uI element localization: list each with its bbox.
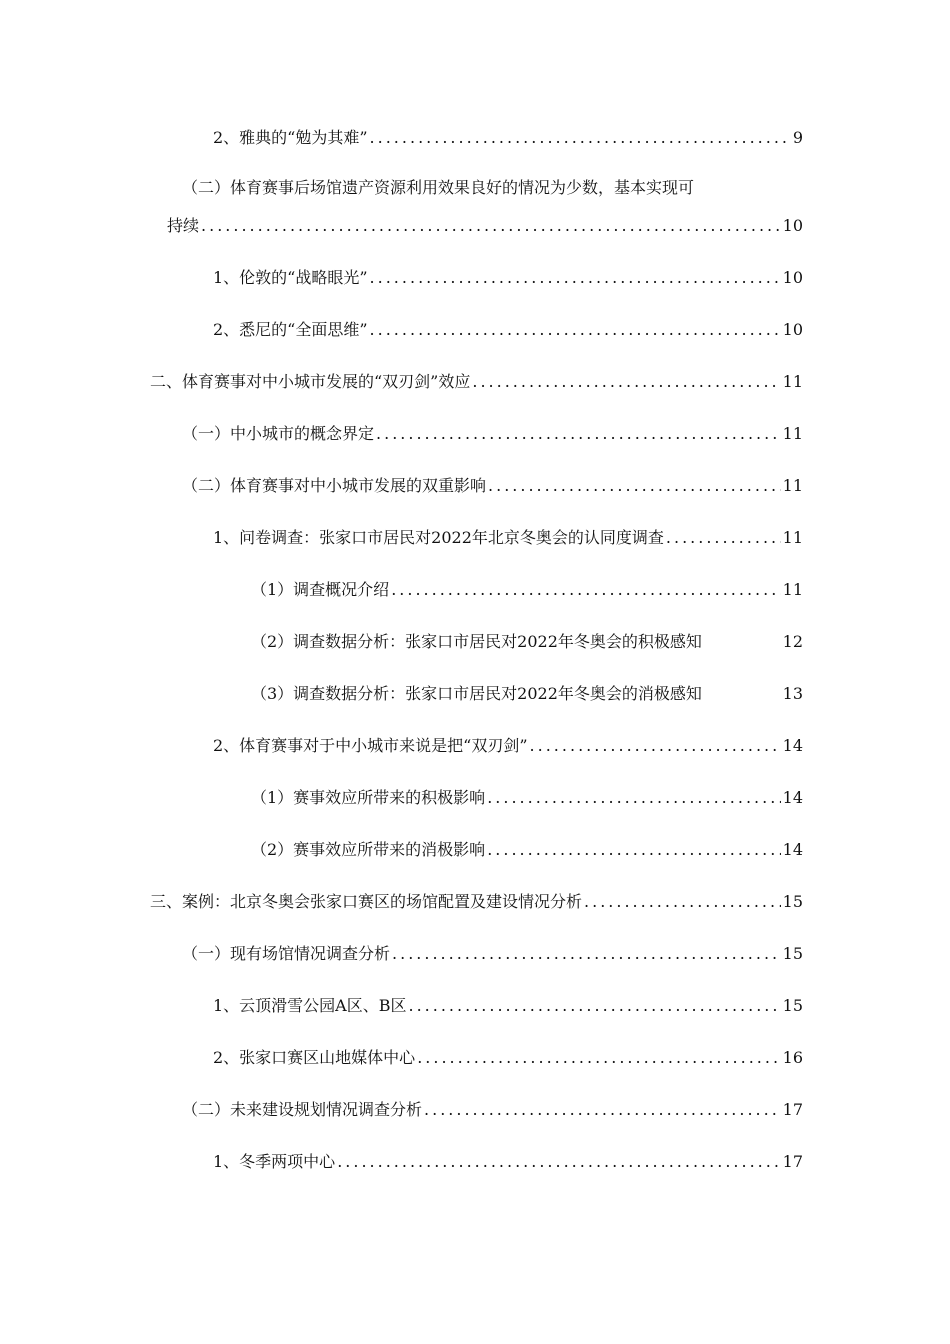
toc-entry-page: 13: [782, 684, 803, 703]
toc-entry[interactable]: [213, 319, 803, 341]
toc-entry[interactable]: [251, 631, 803, 653]
toc-line: [150, 371, 803, 393]
toc-line: [213, 735, 803, 757]
toc-line: [182, 423, 803, 445]
toc-entry[interactable]: [251, 683, 803, 705]
toc-entry-title: （一）中小城市的概念界定: [182, 424, 375, 443]
toc-entry[interactable]: [150, 371, 803, 393]
toc-entry-page: 10: [782, 216, 803, 235]
toc-dot-leader: [424, 1099, 781, 1121]
toc-dot-leader: [487, 787, 780, 809]
toc-entry-title: 1、云顶滑雪公园A区、B区: [213, 996, 407, 1015]
toc-dot-leader: [376, 423, 781, 445]
toc-line: [251, 683, 803, 705]
toc-entry[interactable]: [182, 943, 803, 965]
toc-entry-page: 11: [782, 476, 803, 495]
toc-entry-page: 17: [782, 1152, 803, 1171]
toc-entry-page: 11: [782, 528, 803, 547]
toc-entry-title: （二）体育赛事后场馆遗产资源利用效果良好的情况为少数，基本实现可: [182, 178, 695, 197]
toc-entry-page: 14: [782, 840, 803, 859]
toc-line: [251, 839, 803, 861]
toc-line: [182, 475, 803, 497]
toc-entry-page: 10: [782, 320, 803, 339]
toc-entry-page: 11: [782, 372, 803, 391]
toc-entry-title: 1、冬季两项中心: [213, 1152, 336, 1171]
toc-entry-page: 15: [782, 944, 803, 963]
toc-entry-page: 9: [792, 128, 803, 147]
toc-line: [182, 943, 803, 965]
toc-dot-leader: [530, 735, 781, 757]
toc-line: [213, 1047, 803, 1069]
toc-dot-leader: [666, 527, 781, 549]
toc-entry[interactable]: [150, 891, 803, 913]
toc-dot-leader: [584, 891, 781, 913]
toc-line: [213, 267, 803, 289]
toc-entry-page: 16: [782, 1048, 803, 1067]
toc-entry-title: 二、体育赛事对中小城市发展的“双刃剑”效应: [150, 372, 471, 391]
toc-dot-leader: [392, 943, 781, 965]
toc-entry[interactable]: [213, 995, 803, 1017]
toc-entry-page: 11: [782, 580, 803, 599]
toc-entry-title: 2、雅典的“勉为其难”: [213, 128, 368, 147]
toc-entry[interactable]: [213, 1151, 803, 1173]
toc-entry-page: 14: [782, 788, 803, 807]
toc-line: [213, 995, 803, 1017]
toc-dot-leader: [417, 1047, 780, 1069]
toc-entry[interactable]: [213, 1047, 803, 1069]
toc-entry[interactable]: [251, 839, 803, 861]
toc-entry-title: （2）调查数据分析：张家口市居民对2022年冬奥会的积极感知: [251, 632, 702, 651]
toc-entry[interactable]: [213, 735, 803, 757]
toc-line: [182, 1099, 803, 1121]
toc-dot-leader: [370, 127, 791, 149]
toc-entry-page: 15: [782, 892, 803, 911]
toc-entry[interactable]: [182, 1099, 803, 1121]
toc-line: [213, 527, 803, 549]
toc-entry[interactable]: [213, 267, 803, 289]
toc-line: [213, 319, 803, 341]
toc-entry-title: 2、悉尼的“全面思维”: [213, 320, 368, 339]
toc-dot-leader: [488, 475, 781, 497]
toc-line: [251, 631, 803, 653]
toc-line: [213, 1151, 803, 1173]
toc-entry[interactable]: [213, 527, 803, 549]
toc-entry-page: 12: [782, 632, 803, 651]
toc-line: [213, 127, 803, 149]
toc-entry-title: （二）未来建设规划情况调查分析: [182, 1100, 423, 1119]
toc-line: [167, 215, 803, 237]
toc-entry[interactable]: [182, 423, 803, 445]
toc-entry[interactable]: [251, 787, 803, 809]
toc-dot-leader: [337, 1151, 780, 1173]
toc-dot-leader: [487, 839, 780, 861]
toc-entry-title: （1）赛事效应所带来的积极影响: [251, 788, 486, 807]
toc-dot-leader: [370, 319, 781, 341]
toc-entry-title: 2、体育赛事对于中小城市来说是把“双刃剑”: [213, 736, 528, 755]
toc-entry-title-continued: 持续: [167, 216, 200, 235]
toc-entry[interactable]: [167, 177, 803, 237]
toc-dot-leader: [391, 579, 780, 601]
toc-dot-leader: [409, 995, 781, 1017]
toc-entry-title: （一）现有场馆情况调查分析: [182, 944, 391, 963]
toc-line: [251, 579, 803, 601]
toc-line: [150, 891, 803, 913]
toc-entry-title: 2、张家口赛区山地媒体中心: [213, 1048, 416, 1067]
toc-entry[interactable]: [251, 579, 803, 601]
toc-entry[interactable]: [182, 475, 803, 497]
toc-line: [182, 177, 694, 199]
toc-entry-page: 17: [782, 1100, 803, 1119]
toc-entry-title: （1）调查概况介绍: [251, 580, 390, 599]
toc-entry-title: （二）体育赛事对中小城市发展的双重影响: [182, 476, 487, 495]
toc-line: [251, 787, 803, 809]
toc-entry-page: 15: [782, 996, 803, 1015]
toc-entry-title: 1、问卷调查：张家口市居民对2022年北京冬奥会的认同度调查: [213, 528, 664, 547]
toc-entry-title: （2）赛事效应所带来的消极影响: [251, 840, 486, 859]
toc-entry-title: （3）调查数据分析：张家口市居民对2022年冬奥会的消极感知: [251, 684, 702, 703]
toc-entry-page: 10: [782, 268, 803, 287]
toc-entry-page: 14: [782, 736, 803, 755]
toc-entry-title: 三、案例：北京冬奥会张家口赛区的场馆配置及建设情况分析: [150, 892, 583, 911]
toc-entry-page: 11: [782, 424, 803, 443]
toc-dot-leader: [201, 215, 781, 237]
toc-entry-title: 1、伦敦的“战略眼光”: [213, 268, 368, 287]
toc-entry[interactable]: [213, 127, 803, 149]
toc-dot-leader: [472, 371, 780, 393]
toc-dot-leader: [370, 267, 781, 289]
